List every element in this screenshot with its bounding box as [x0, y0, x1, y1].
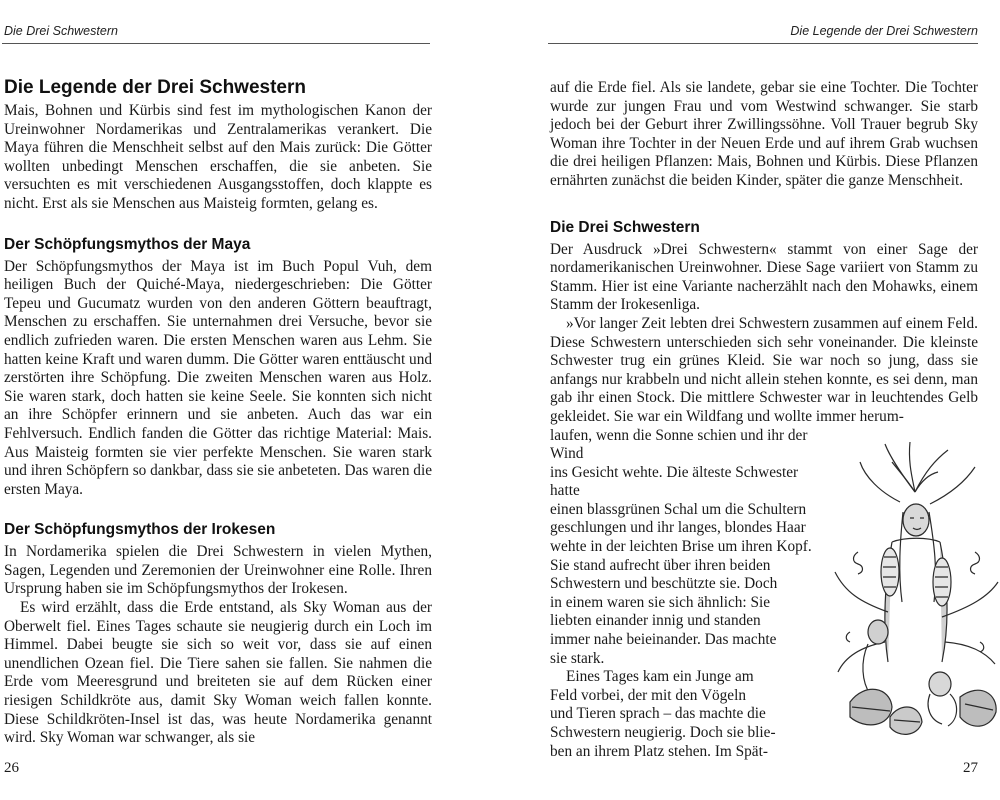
wrap-line: Sie stand aufrecht über ihren beiden [550, 556, 771, 574]
maya-paragraph: Der Schöpfungsmythos der Maya ist im Buch Popul Vuh, dem heiligen Buch der Quiché-Maya, niedergeschrieben: Die Götter Tepeu und Gucumatz wurden von den anderen Göttern beauftragt, Menschen zu erschaffen. Sie unternahmen drei Versuche, bevor sie endlich zufrieden waren. Die ersten Menschen waren aus Lehm. Sie hatten keine Kraft und waren dumm. Die Götter waren enttäuscht und zerstörten ihre Schöpfung. Die zweiten Menschen waren aus Holz. Sie waren stark, doch hatten sie keine Seele. Sie konnten sich nicht an ihre Schöpfer erinnern und sie anbeten. Auch das war ein Fehlversuch. Endlich fanden die Götter das richtige Material: Mais. Aus Maisteig formten sie vier perfekte Menschen. Sie waren stark und ihren Schöpfern so dankbar, dass sie sie anbeteten. Das waren die ersten Maya. [4, 257, 432, 498]
irokesen-paragraph-2: Es wird erzählt, dass die Erde entstand, als Sky Woman aus der Oberwelt fiel. Eines Tages schaute sie neugierig durch ein Loch im Himmel. Dabei beugte sie sich so weit vor, dass sie auf einen unendlichen Ozean fiel. Die Tiere sahen sie fallen. Sie nahmen die Erde vom Meeresgrund und breiteten sie auf dem Rücken einer riesigen Schildkröte aus, damit Sky Woman weich fallen konnte. Diese Schildkröten-Insel ist das, was heute Nordamerika genannt wird. Sky Woman war schwanger, als sie [4, 599, 432, 747]
three-sisters-illustration [830, 432, 1000, 742]
wrap-line: wehte in der leichten Brise um ihren Kopf. [550, 538, 812, 556]
wrap-line: sie stark. [550, 649, 605, 667]
section-heading-irokesen: Der Schöpfungsmythos der Irokesen [4, 521, 276, 539]
header-rule-right [548, 43, 978, 44]
wrap-line: immer nahe beieinander. Das machte [550, 631, 777, 649]
wrap-line: und Tieren sprach – das machte die [550, 705, 766, 723]
wrap-line: liebten einander innig und standen [550, 612, 761, 630]
running-head-left: Die Drei Schwestern [4, 24, 118, 38]
wrap-line: ins Gesicht wehte. Die älteste Schwester hatte [550, 463, 799, 500]
wrap-line: Eines Tages kam ein Junge am [566, 668, 754, 686]
header-rule-left [2, 43, 430, 44]
irokesen-paragraph-1: In Nordamerika spielen die Drei Schwestern in vielen Mythen, Sagen, Legenden und Zeremonien der Ureinwohner eine Rolle. Ihren Ursprung haben sie im Schöpfungsmythos der Irokesen. [4, 543, 432, 598]
continuation-paragraph: auf die Erde fiel. Als sie landete, gebar sie eine Tochter. Die Tochter wurde zur jungen Frau und vom Westwind schwanger. Sie starb jedoch bei der Geburt ihrer Zwillingssöhne. Voll Trauer begrub Sky Woman ihre Tochter in der Neuen Erde und auf ihrem Grab wuchsen die drei heiligen Pflanzen: Mais, Bohnen und Kürbis. Diese Pflanzen ernährten zunächst die beiden Kinder, später die ganze Menschheit. [550, 79, 978, 189]
section-heading-drei-schwestern: Die Drei Schwestern [550, 218, 700, 236]
right-page [548, 0, 1000, 800]
wrap-line: Schwestern und beschützte sie. Doch [550, 575, 778, 593]
three-sisters-drawing [830, 432, 1000, 742]
wrap-line: einen blassgrünen Schal um die Schultern [550, 500, 807, 518]
wrapped-text-block [550, 427, 830, 762]
wrap-line: geschlungen und ihr langes, blondes Haar [550, 519, 806, 537]
drei-schwestern-paragraph-1: Der Ausdruck »Drei Schwestern« stammt von einer Sage der nordamerikanischen Ureinwohner. Diese Sage variiert von Stamm zu Stamm. Hier ist eine Variante nacherzählt nach den Mohawks, einem Stamm der Irokesenliga. [550, 240, 978, 314]
wrap-line: laufen, wenn die Sonne schien und ihr der Wind [550, 426, 808, 463]
left-page [0, 0, 440, 800]
wrap-line: ben an ihrem Platz stehen. Im Spät- [550, 742, 768, 760]
drei-schwestern-paragraph-2: »Vor langer Zeit lebten drei Schwestern zusammen auf einem Feld. Diese Schwestern unterschieden sich sehr voneinander. Die kleinste Schwester trug ein grünes Kleid. Sie war noch so jung, dass sie anfangs nur krabbeln und nicht allein stehen konnte, es sei denn, man gab ihr einen Stock. Die mittlere Schwester war in leuchtendes Gelb gekleidet. Sie war ein Wildfang und wollte immer herum- [550, 314, 978, 425]
wrap-line: Feld vorbei, der mit den Vögeln [550, 686, 746, 704]
page-number-left: 26 [4, 760, 19, 776]
section-heading-maya: Der Schöpfungsmythos der Maya [4, 235, 251, 253]
left-page-body [4, 76, 432, 748]
running-head-right: Die Legende der Drei Schwestern [790, 24, 978, 38]
page-title: Die Legende der Drei Schwestern [4, 77, 306, 98]
intro-paragraph: Mais, Bohnen und Kürbis sind fest im mythologischen Kanon der Ureinwohner Nordamerikas und Zentralamerikas verankert. Die Maya führen die Menschheit selbst auf den Mais zurück: Die Götter wollten unbedingt Menschen erschaffen, die sie anbeten. Sie versuchten es mit verschiedenen Ausgangsstoffen, doch klappte es nicht. Erst als sie Menschen aus Maisteig formten, gelang es. [4, 102, 432, 212]
page-number-right: 27 [963, 760, 978, 776]
wrap-line: Schwestern neugierig. Doch sie blie- [550, 724, 776, 741]
wrap-line: in einem waren sie sich ähnlich: Sie [550, 593, 771, 611]
